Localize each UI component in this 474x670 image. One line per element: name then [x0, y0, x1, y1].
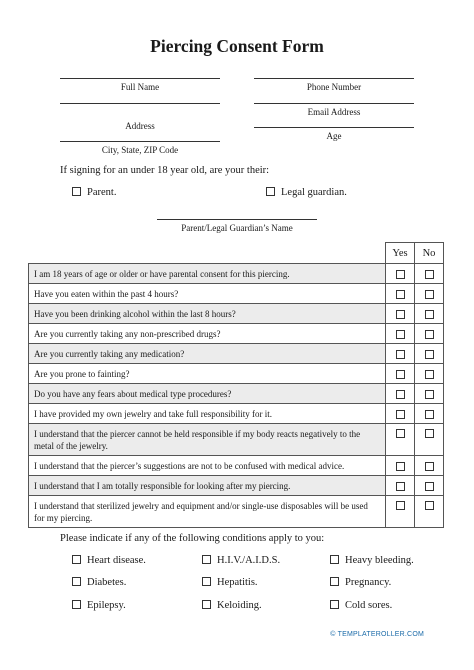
yes-checkbox[interactable]: [396, 290, 405, 299]
question-text: I understand that sterilized jewelry and equipment and/or single-use disposables will be used for my piercing.: [29, 496, 386, 528]
email-address-label: Email Address: [307, 107, 361, 117]
cold-sores-checkbox[interactable]: [330, 600, 339, 609]
yes-checkbox[interactable]: [396, 482, 405, 491]
legal-guardian-label: Legal guardian.: [281, 187, 347, 198]
table-header-blank: [29, 243, 386, 264]
condition-label: Diabetes.: [87, 577, 127, 588]
question-text: Have you eaten within the past 4 hours?: [29, 284, 386, 304]
question-text: Have you been drinking alcohol within the last 8 hours?: [29, 304, 386, 324]
no-checkbox[interactable]: [425, 270, 434, 279]
no-checkbox[interactable]: [425, 290, 434, 299]
condition-epilepsy[interactable]: [72, 600, 126, 611]
conditions-prompt: Please indicate if any of the following conditions apply to you:: [60, 533, 325, 544]
condition-label: Epilepsy.: [87, 600, 126, 611]
heavy-bleeding-checkbox[interactable]: [330, 555, 339, 564]
no-checkbox[interactable]: [425, 310, 434, 319]
no-checkbox[interactable]: [425, 462, 434, 471]
city-state-zip-label: City, State, ZIP Code: [101, 145, 179, 155]
legal-guardian-option[interactable]: [266, 187, 347, 198]
city-state-zip-line[interactable]: [60, 141, 220, 142]
question-text: Are you currently taking any non-prescribed drugs?: [29, 324, 386, 344]
table-row: [29, 424, 444, 456]
heart-disease-checkbox[interactable]: [72, 555, 81, 564]
condition-hepatitis[interactable]: [202, 577, 258, 588]
question-text: Are you prone to fainting?: [29, 364, 386, 384]
question-text: I understand that the piercer’s suggestions are not to be confused with medical advice.: [29, 456, 386, 476]
yes-checkbox[interactable]: [396, 429, 405, 438]
diabetes-checkbox[interactable]: [72, 577, 81, 586]
yes-checkbox[interactable]: [396, 370, 405, 379]
legal-guardian-checkbox[interactable]: [266, 187, 275, 196]
question-text: I understand that the piercer cannot be held responsible if my body reacts negatively to the metal of the jewelry.: [29, 424, 386, 456]
phone-number-label: Phone Number: [306, 82, 362, 92]
condition-heavy-bleeding[interactable]: [330, 555, 414, 566]
yes-checkbox[interactable]: [396, 330, 405, 339]
watermark-text: © TEMPLATEROLLER.COM: [330, 631, 424, 638]
table-row: [29, 384, 444, 404]
table-row: [29, 264, 444, 284]
age-line[interactable]: [254, 127, 414, 128]
condition-hiv-aids[interactable]: [202, 555, 280, 566]
yes-checkbox[interactable]: [396, 501, 405, 510]
no-checkbox[interactable]: [425, 390, 434, 399]
condition-label: Heart disease.: [87, 555, 146, 566]
no-checkbox[interactable]: [425, 330, 434, 339]
parent-option[interactable]: [72, 187, 116, 198]
condition-label: Pregnancy.: [345, 577, 392, 588]
table-row: [29, 324, 444, 344]
table-row: [29, 304, 444, 324]
form-title: Piercing Consent Form: [150, 36, 324, 56]
epilepsy-checkbox[interactable]: [72, 600, 81, 609]
question-text: I am 18 years of age or older or have parental consent for this piercing.: [29, 264, 386, 284]
pregnancy-checkbox[interactable]: [330, 577, 339, 586]
table-row: [29, 456, 444, 476]
yes-column-header: Yes: [386, 243, 415, 264]
no-checkbox[interactable]: [425, 370, 434, 379]
table-row: [29, 364, 444, 384]
condition-pregnancy[interactable]: [330, 577, 391, 588]
address-line[interactable]: [60, 103, 220, 104]
yes-checkbox[interactable]: [396, 390, 405, 399]
address-label: Address: [125, 121, 155, 131]
parent-checkbox[interactable]: [72, 187, 81, 196]
hiv-aids-checkbox[interactable]: [202, 555, 211, 564]
table-row: [29, 476, 444, 496]
question-text: I understand that I am totally responsible for looking after my piercing.: [29, 476, 386, 496]
under18-prompt: If signing for an under 18 year old, are your their:: [60, 165, 270, 176]
condition-diabetes[interactable]: [72, 577, 126, 588]
yes-checkbox[interactable]: [396, 350, 405, 359]
no-checkbox[interactable]: [425, 429, 434, 438]
full-name-line[interactable]: [60, 78, 220, 79]
questions-table: [28, 242, 444, 528]
condition-label: Hepatitis.: [217, 577, 258, 588]
table-row: [29, 284, 444, 304]
table-row: [29, 496, 444, 528]
condition-heart-disease[interactable]: [72, 555, 146, 566]
phone-number-line[interactable]: [254, 78, 414, 79]
condition-label: Cold sores.: [345, 600, 393, 611]
email-address-line[interactable]: [254, 103, 414, 104]
yes-checkbox[interactable]: [396, 270, 405, 279]
no-checkbox[interactable]: [425, 350, 434, 359]
keloiding-checkbox[interactable]: [202, 600, 211, 609]
table-row: [29, 344, 444, 364]
yes-checkbox[interactable]: [396, 410, 405, 419]
yes-checkbox[interactable]: [396, 462, 405, 471]
yes-checkbox[interactable]: [396, 310, 405, 319]
guardian-name-label: Parent/Legal Guardian’s Name: [181, 223, 293, 233]
condition-keloiding[interactable]: [202, 600, 262, 611]
full-name-label: Full Name: [120, 82, 160, 92]
no-checkbox[interactable]: [425, 501, 434, 510]
parent-label: Parent.: [87, 187, 117, 198]
condition-cold-sores[interactable]: [330, 600, 392, 611]
no-checkbox[interactable]: [425, 482, 434, 491]
question-text: I have provided my own jewelry and take full responsibility for it.: [29, 404, 386, 424]
condition-label: Keloiding.: [217, 600, 262, 611]
question-text: Are you currently taking any medication?: [29, 344, 386, 364]
guardian-name-line[interactable]: [157, 219, 317, 220]
no-column-header: No: [415, 243, 444, 264]
question-text: Do you have any fears about medical type procedures?: [29, 384, 386, 404]
age-label: Age: [326, 131, 342, 141]
condition-label: H.I.V./A.I.D.S.: [217, 555, 281, 566]
hepatitis-checkbox[interactable]: [202, 577, 211, 586]
table-row: [29, 404, 444, 424]
no-checkbox[interactable]: [425, 410, 434, 419]
condition-label: Heavy bleeding.: [345, 555, 414, 566]
